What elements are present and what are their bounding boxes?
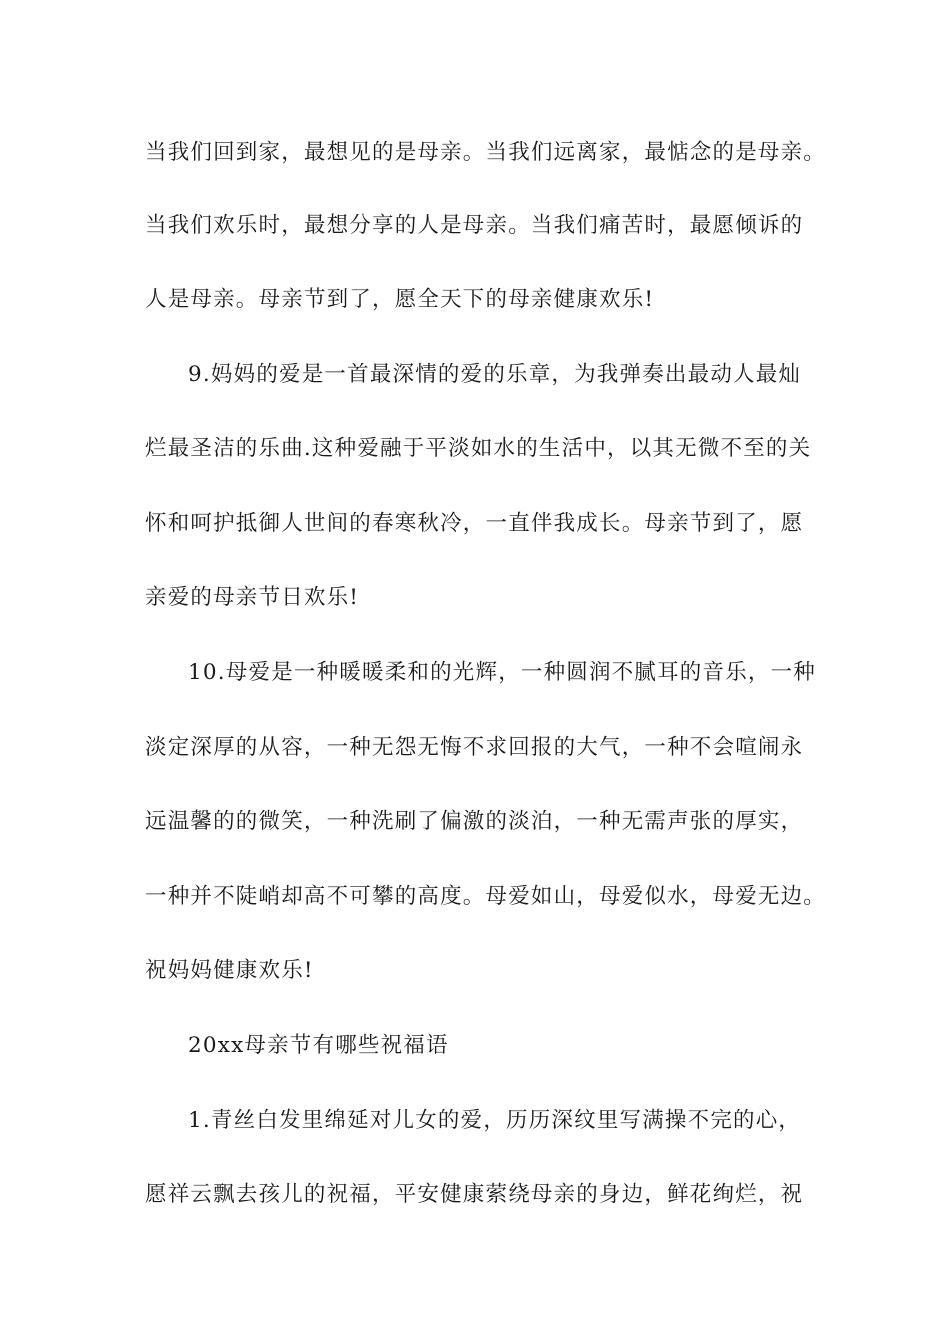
text-line-2: 当我们欢乐时，最想分享的人是母亲。当我们痛苦时，最愿倾诉的 xyxy=(145,213,804,238)
paragraph-9-line-2: 烂最圣洁的乐曲.这种爱融于平淡如水的生活中，以其无微不至的关 xyxy=(145,436,812,461)
section-heading: 20xx母亲节有哪些祝福语 xyxy=(188,1033,449,1058)
text-line-1: 当我们回到家，最想见的是母亲。当我们远离家，最惦念的是母亲。 xyxy=(145,140,827,165)
paragraph-10-line-1: 10.母爱是一种暖暖柔和的光辉，一种圆润不腻耳的音乐，一种 xyxy=(188,660,816,685)
text-line-3: 人是母亲。母亲节到了，愿全天下的母亲健康欢乐! xyxy=(145,287,655,312)
paragraph-10-line-4: 一种并不陡峭却高不可攀的高度。母爱如山，母爱似水，母爱无边。 xyxy=(145,884,827,909)
paragraph-10-line-3: 远温馨的的微笑，一种洗刷了偏激的淡泊，一种无需声张的厚实， xyxy=(145,809,804,834)
paragraph-1-line-1: 1.青丝白发里绵延对儿女的爱，历历深纹里写满操不完的心， xyxy=(188,1108,802,1133)
paragraph-10-line-2: 淡定深厚的从容，一种无怨无悔不求回报的大气，一种不会喧闹永 xyxy=(145,735,804,760)
paragraph-10-line-5: 祝妈妈健康欢乐! xyxy=(145,958,314,983)
paragraph-9-line-3: 怀和呵护抵御人世间的春寒秋冷，一直伴我成长。母亲节到了，愿 xyxy=(145,511,804,536)
paragraph-9-line-1: 9.妈妈的爱是一首最深情的爱的乐章，为我弹奏出最动人最灿 xyxy=(188,362,802,387)
paragraph-9-line-4: 亲爱的母亲节日欢乐! xyxy=(145,585,360,610)
paragraph-1-line-2: 愿祥云飘去孩儿的祝福，平安健康萦绕母亲的身边，鲜花绚烂，祝 xyxy=(145,1182,804,1207)
